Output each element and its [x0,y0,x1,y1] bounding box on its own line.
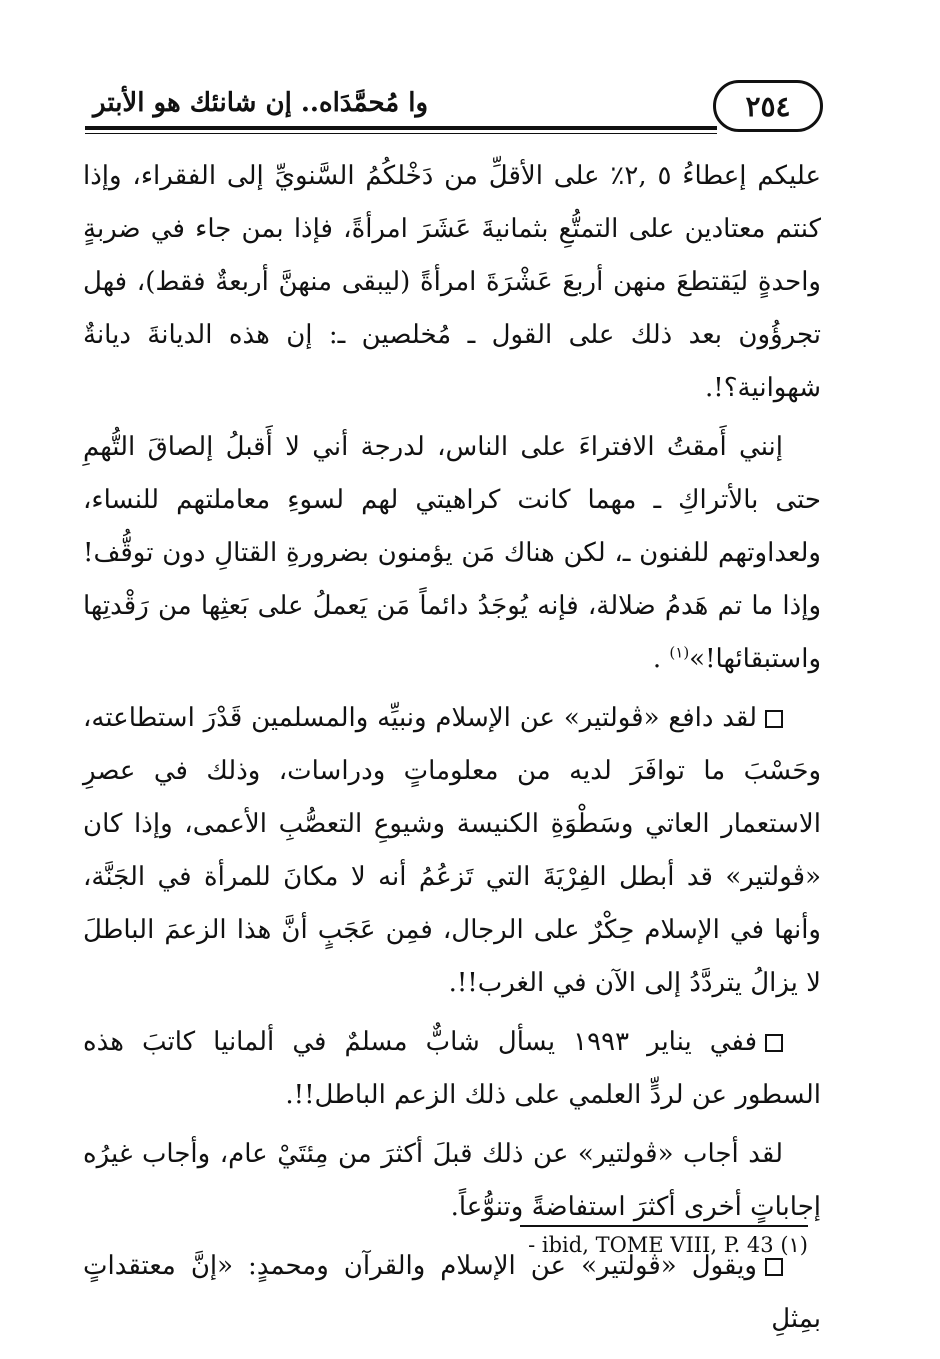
paragraph [83,1016,821,1122]
paragraph [83,692,821,1010]
paragraph-text: إنني أَمقتُ الافتراءَ على الناس، لدرجة أني لا أَقبلُ إلصاقَ التُّهمِ حتى بالأتراكِ ـ مهما كانت كراهيتي لهم لسوءِ معاملتهم للنساء، ولعداوتهم للفنون ـ، لكن هناك مَن يؤمنون بضرورةِ القتالِ دون توقُّف! وإذا ما تم هَدمُ ضلالة، فإنه يُوجَدُ دائماً مَن يَعملُ على بَعثِها من رَقْدتِها واستبقائها!» [83,432,821,674]
page-number-badge [713,80,823,132]
header-rule [85,126,717,130]
paragraph-text: ففي يناير ١٩٩٣ يسأل شابٌّ مسلمٌ في ألمانيا كاتبَ هذه السطور عن لردٍّ العلمي على ذلك الزعم الباطل!!. [83,1027,821,1110]
body-text [83,150,821,1352]
paragraph-text: عليكم إعطاءُ ٥ ,٢٪ على الأقلِّ من دَخْلكُمُ السَّنويِّ إلى الفقراء، وإذا كنتم معتادين على التمتُّعِ بثمانيةَ عَشَرَ امرأةً، فإذا بمن جاء في ضربةٍ واحدةٍ ليَقتطعَ منهن أربعَ عَشْرَةَ امرأةً (ليبقى منهنَّ أربعةٌ فقط)، فهل تجرؤُون بعد ذلك على القول ـ مُخلصين ـ: إن هذه الديانةَ ديانةٌ شهوانية؟!. [83,161,822,403]
square-bullet-icon [765,710,783,728]
footnote-rule [520,1225,808,1227]
square-bullet-icon [765,1258,783,1276]
running-title: وا مُحمَّدَاه.. إن شانئك هو الأبتر [93,88,429,118]
footnote: - ibid, TOME VIII, P. 43 (١) [528,1233,808,1257]
page-header [85,70,823,140]
paragraph [83,1128,821,1234]
footnote-reference: (١) [669,643,690,662]
paragraph-text: لقد دافع «ڤولتير» عن الإسلام ونبيِّه والمسلمين قَدْرَ استطاعته، وحَسْبَ ما توافَرَ لديه من معلوماتٍ ودراسات، وذلك في عصرِ الاستعمار العاتي وسَطْوَةِ الكنيسة وشيوعِ التعصُّبِ الأعمى، وإذا كان «ڤولتير» قد أبطل الفِرْيَةَ التي تَزعُمُ أنه لا مكانَ للمرأة في الجَنَّة، وأنها في الإسلام حِكْرٌ على الرجال، فمِن عَجَبٍ أنَّ هذا الزعمَ الباطلَ لا يزالُ يتردَّدُ إلى الآن في الغرب!!. [83,703,821,998]
page-number: ٢٥٤ [745,89,791,123]
paragraph-text: لقد أجاب «ڤولتير» عن ذلك قبلَ أكثرَ من مِئتَيْ عام، وأجاب غيرُه إجاباتٍ أخرى أكثرَ استفاضةً وتنوُّعاً. [83,1139,821,1222]
header-rule-thin [85,133,717,134]
paragraph [83,150,821,415]
paragraph-text: ويقول «ڤولتير» عن الإسلام والقرآن ومحمدٍ: «إنَّ معتقداتٍ بمِثلِ [83,1251,821,1334]
paragraph: إنني أَمقتُ الافتراءَ على الناس، لدرجة أني لا أَقبلُ إلصاقَ التُّهمِ حتى بالأتراكِ ـ مهما كانت كراهيتي لهم لسوءِ معاملتهم للنساء، ولعداوتهم للفنون ـ، لكن هناك مَن يؤمنون بضرورةِ القتالِ دون توقُّف! وإذا ما تم هَدمُ ضلالة، فإنه يُوجَدُ دائماً مَن يَعملُ على بَعثِها من رَقْدتِها واستبقائها!»$^{(١)}$ . [83,432,821,674]
square-bullet-icon [765,1034,783,1052]
